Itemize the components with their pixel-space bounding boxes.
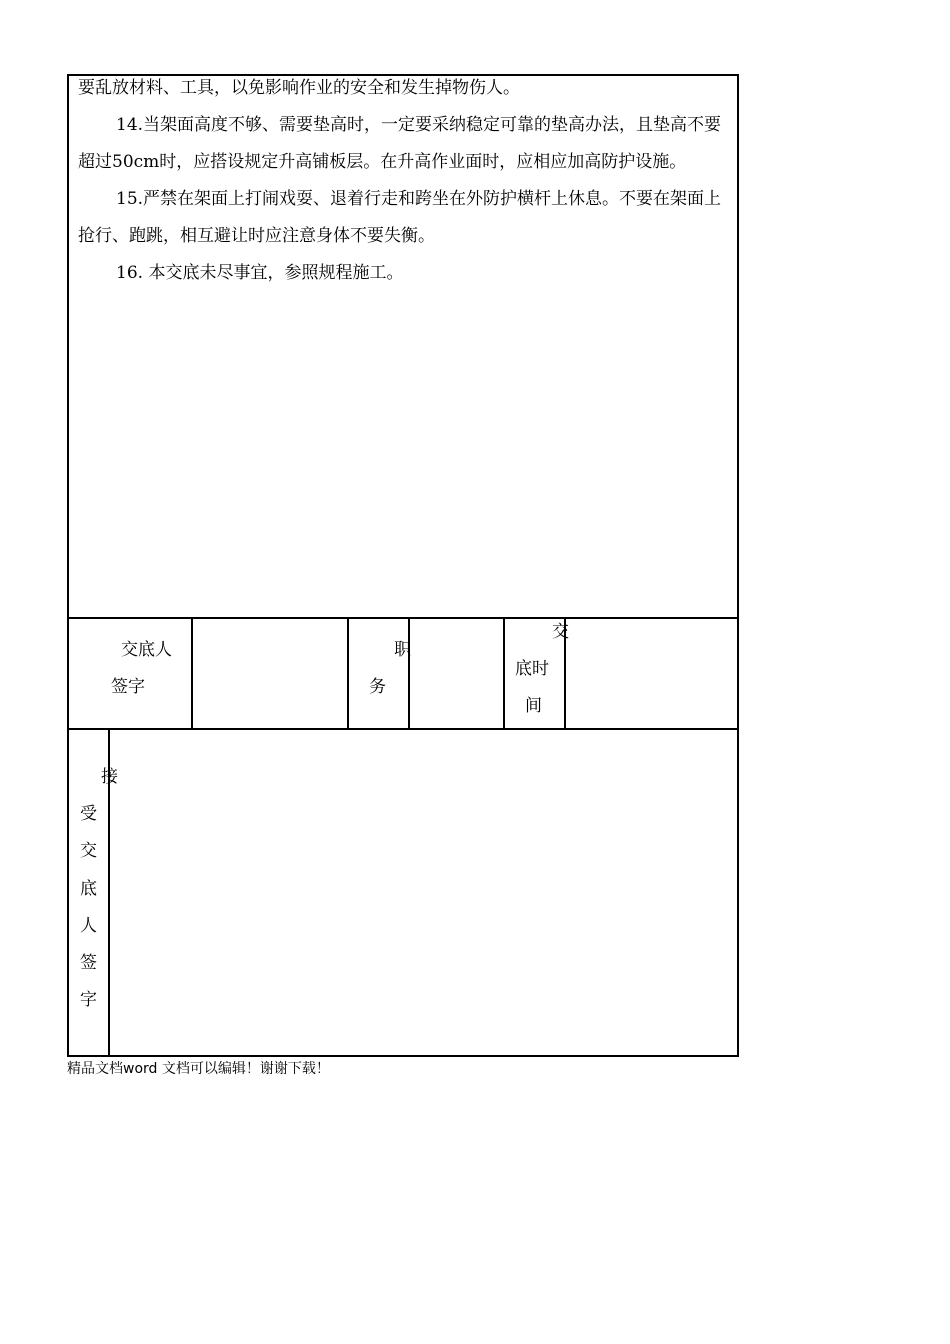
receiver-label-char-6: 签 [80,953,97,973]
receiver-label-char-2: 受 [80,804,97,824]
footer-note: 精品文档word 文档可以编辑！谢谢下载！ [67,1061,330,1077]
presenter-signature-label-2: 签字 [111,677,145,697]
divider-v1 [191,617,193,728]
divider-signature-receiver [69,728,737,730]
disclosure-time-label: 交 [552,622,569,642]
receiver-label-char-1: 接 [101,767,118,787]
divider-content-signature [69,617,737,619]
position-label-2: 务 [369,677,386,697]
divider-v2 [347,617,349,728]
paragraph-16: 16. 本交底未尽事宜，参照规程施工。 [116,263,404,283]
disclosure-time-label-3: 间 [525,696,542,716]
disclosure-time-label-2: 底时 [515,659,549,679]
receiver-label-char-4: 底 [80,879,97,899]
paragraph-15: 15.严禁在架面上打闹戏耍、退着行走和跨坐在外防护横杆上休息。不要在架面上抢行、跑跳，相互避让时应注意身体不要失衡。 [78,189,722,246]
receiver-label-char-5: 人 [80,916,97,936]
presenter-signature-label: 交底人 [121,640,172,660]
receiver-label-char-3: 交 [80,841,97,861]
paragraph-14: 14.当架面高度不够、需要垫高时，一定要采纳稳定可靠的垫高办法，且垫高不要超过50cm时，应搭设规定升高铺板层。在升高作业面时，应相应加高防护设施。 [78,115,722,172]
disclosure-table [67,74,739,1057]
paragraph-continuation: 要乱放材料、工具，以免影响作业的安全和发生掉物伤人。 [78,78,520,98]
receiver-label-char-7: 字 [80,990,97,1010]
content-section [78,76,728,292]
position-label: 职 [394,640,411,660]
divider-v4 [503,617,505,728]
